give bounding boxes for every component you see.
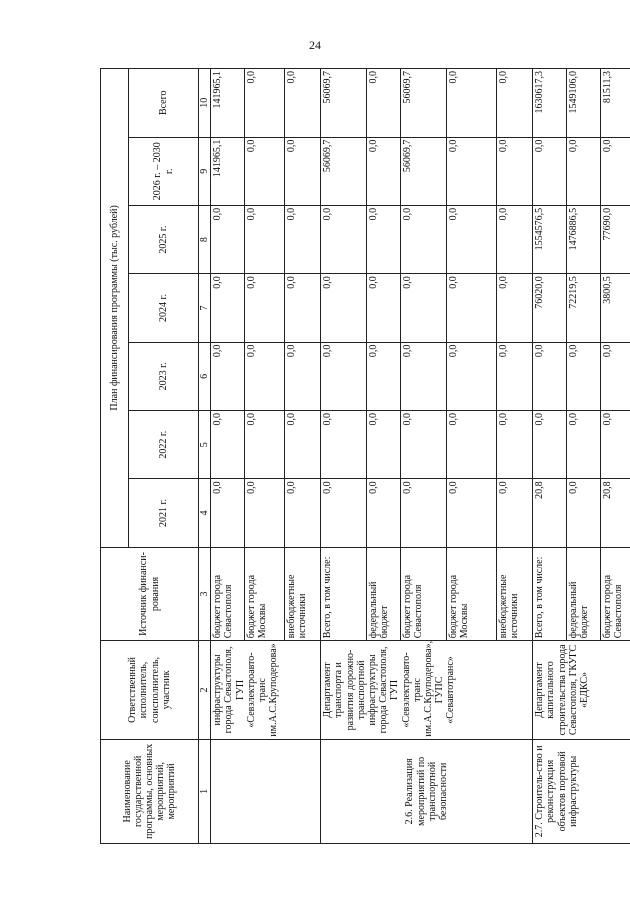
amount-cell: 0,0 xyxy=(321,479,367,547)
table-body xyxy=(211,69,630,844)
amount-cell: 0,0 xyxy=(401,205,447,273)
amount-cell: 0,0 xyxy=(285,274,321,342)
amount-cell: 0,0 xyxy=(211,205,245,273)
amount-cell: 0,0 xyxy=(245,274,285,342)
amount-cell: 0,0 xyxy=(567,342,601,410)
amount-cell: 76020,0 xyxy=(533,274,567,342)
amount-cell: 1476886,5 xyxy=(567,205,601,273)
amount-cell: 0,0 xyxy=(285,205,321,273)
amount-cell: 56069,7 xyxy=(401,137,447,205)
amount-cell: 0,0 xyxy=(321,411,367,479)
funding-source-cell: внебюджетные источники xyxy=(497,547,533,641)
amount-cell: 0,0 xyxy=(447,69,497,138)
executor-cell: инфраструктуры города Севастополя, ГУП «Севэлектроавто-транс им.А.С.Круподерова» xyxy=(211,641,321,739)
amount-cell: 72219,5 xyxy=(567,274,601,342)
amount-cell: 0,0 xyxy=(211,274,245,342)
amount-cell: 1549106,0 xyxy=(567,69,601,138)
amount-cell: 1554576,5 xyxy=(533,205,567,273)
amount-cell: 0,0 xyxy=(533,411,567,479)
header-plan: План финансирования программы (тыс. рублей) xyxy=(101,69,129,548)
program-name-cell: 2.7. Строитель-ство и реконструкция объектов портовой инфраструктуры xyxy=(533,739,630,843)
amount-cell: 0,0 xyxy=(321,342,367,410)
financing-table xyxy=(100,68,630,844)
amount-cell: 141965,1 xyxy=(211,137,245,205)
amount-cell: 0,0 xyxy=(211,342,245,410)
col-number: 3 xyxy=(199,547,211,641)
page-number: 24 xyxy=(309,38,321,52)
amount-cell: 0,0 xyxy=(245,137,285,205)
amount-cell: 0,0 xyxy=(447,411,497,479)
funding-source-cell: внебюджетные источники xyxy=(285,547,321,641)
executor-cell: Департамент транспорта и развития дорожно-транспортной инфраструктуры города Севастополя, ГУП «Севэлектроавто-транс им.А.С.Круподерова», ГУПС «Севавтотранс» xyxy=(321,641,533,739)
table-row xyxy=(533,69,567,844)
amount-cell: 0,0 xyxy=(367,137,401,205)
header-2022: 2022 г. xyxy=(129,411,199,479)
amount-cell: 141965,1 xyxy=(211,69,245,138)
col-number: 1 xyxy=(199,739,211,843)
header-source: Источник финанси-рования xyxy=(101,547,199,641)
amount-cell: 0,0 xyxy=(285,342,321,410)
amount-cell: 0,0 xyxy=(497,479,533,547)
amount-cell: 56069,7 xyxy=(401,69,447,138)
amount-cell: 0,0 xyxy=(567,479,601,547)
header-2026-2030: 2026 г. – 2030 г. xyxy=(129,137,199,205)
amount-cell: 56069,7 xyxy=(321,137,367,205)
amount-cell: 0,0 xyxy=(321,274,367,342)
amount-cell: 0,0 xyxy=(367,479,401,547)
rotated-table-container xyxy=(100,68,625,844)
funding-source-cell: бюджет города Севастополя xyxy=(211,547,245,641)
amount-cell: 0,0 xyxy=(401,479,447,547)
amount-cell: 0,0 xyxy=(497,411,533,479)
header-2023: 2023 г. xyxy=(129,342,199,410)
amount-cell: 0,0 xyxy=(533,342,567,410)
header-total: Всего xyxy=(129,69,199,138)
amount-cell: 0,0 xyxy=(401,342,447,410)
amount-cell: 0,0 xyxy=(447,274,497,342)
amount-cell: 0,0 xyxy=(211,479,245,547)
program-name-cell: 2.6. Реализация мероприятий по транспортной безопасности xyxy=(321,739,533,843)
col-number: 6 xyxy=(199,342,211,410)
amount-cell: 0,0 xyxy=(497,137,533,205)
amount-cell: 0,0 xyxy=(367,274,401,342)
amount-cell: 0,0 xyxy=(447,137,497,205)
funding-source-cell: бюджет города Москвы xyxy=(245,547,285,641)
col-number: 2 xyxy=(199,641,211,739)
header-2021: 2021 г. xyxy=(129,479,199,547)
amount-cell: 0,0 xyxy=(601,342,630,410)
funding-source-cell: Всего, в том числе: xyxy=(321,547,367,641)
amount-cell: 0,0 xyxy=(285,411,321,479)
header-executor: Ответственный исполнитель, соисполнитель, участник xyxy=(101,641,199,739)
header-name: Наименование государственной программы, основных мероприятий, мероприятий xyxy=(101,739,199,843)
column-number-row xyxy=(199,69,211,844)
col-number: 8 xyxy=(199,205,211,273)
amount-cell: 0,0 xyxy=(367,342,401,410)
executor-cell: Департамент капитального строительства города Севастополя, ГКУГС «ЕДКС» xyxy=(533,641,630,739)
amount-cell: 0,0 xyxy=(285,137,321,205)
amount-cell: 0,0 xyxy=(447,205,497,273)
amount-cell: 0,0 xyxy=(533,137,567,205)
col-number: 4 xyxy=(199,479,211,547)
amount-cell: 0,0 xyxy=(497,274,533,342)
amount-cell: 0,0 xyxy=(367,205,401,273)
amount-cell: 1630617,3 xyxy=(533,69,567,138)
amount-cell: 0,0 xyxy=(401,274,447,342)
amount-cell: 0,0 xyxy=(245,205,285,273)
table-row xyxy=(321,69,367,844)
col-number: 7 xyxy=(199,274,211,342)
col-number: 9 xyxy=(199,137,211,205)
amount-cell: 0,0 xyxy=(567,411,601,479)
funding-source-cell: бюджет города Севастополя xyxy=(401,547,447,641)
funding-source-cell: федеральный бюджет xyxy=(567,547,601,641)
amount-cell: 0,0 xyxy=(245,479,285,547)
amount-cell: 0,0 xyxy=(285,69,321,138)
amount-cell: 0,0 xyxy=(245,411,285,479)
amount-cell: 0,0 xyxy=(245,342,285,410)
table-row xyxy=(211,69,245,844)
amount-cell: 3800,5 xyxy=(601,274,630,342)
amount-cell: 0,0 xyxy=(447,342,497,410)
amount-cell: 0,0 xyxy=(497,342,533,410)
col-number: 5 xyxy=(199,411,211,479)
amount-cell: 0,0 xyxy=(401,411,447,479)
amount-cell: 0,0 xyxy=(497,69,533,138)
amount-cell: 0,0 xyxy=(367,411,401,479)
amount-cell: 0,0 xyxy=(245,69,285,138)
amount-cell: 0,0 xyxy=(497,205,533,273)
amount-cell: 0,0 xyxy=(601,137,630,205)
amount-cell: 20,8 xyxy=(601,479,630,547)
amount-cell: 0,0 xyxy=(447,479,497,547)
amount-cell: 0,0 xyxy=(601,411,630,479)
header-2025: 2025 г. xyxy=(129,205,199,273)
funding-source-cell: бюджет города Севастополя xyxy=(601,547,630,641)
amount-cell: 0,0 xyxy=(211,411,245,479)
amount-cell: 0,0 xyxy=(285,479,321,547)
funding-source-cell: федеральный бюджет xyxy=(367,547,401,641)
amount-cell: 0,0 xyxy=(567,137,601,205)
col-number: 10 xyxy=(199,69,211,138)
amount-cell: 56069,7 xyxy=(321,69,367,138)
amount-cell: 0,0 xyxy=(321,205,367,273)
amount-cell: 0,0 xyxy=(367,69,401,138)
amount-cell: 81511,3 xyxy=(601,69,630,138)
funding-source-cell: Всего, в том числе: xyxy=(533,547,567,641)
funding-source-cell: бюджет города Москвы xyxy=(447,547,497,641)
header-2024: 2024 г. xyxy=(129,274,199,342)
program-name-cell xyxy=(211,739,321,843)
amount-cell: 77690,0 xyxy=(601,205,630,273)
amount-cell: 20,8 xyxy=(533,479,567,547)
